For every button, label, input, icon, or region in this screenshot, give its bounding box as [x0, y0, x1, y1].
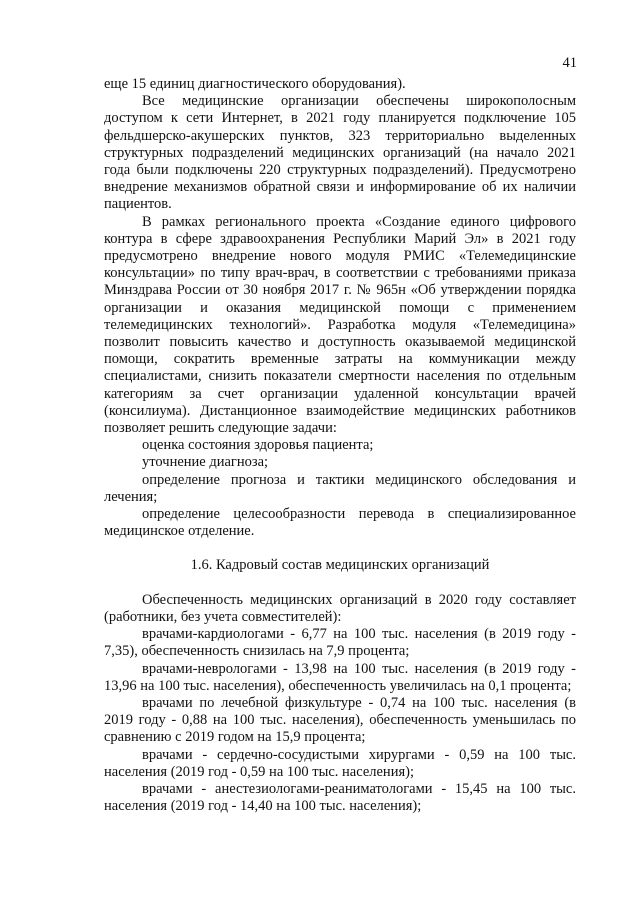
staffing-item: врачами-кардиологами - 6,77 на 100 тыс. населения (в 2019 году - 7,35), обеспеченность снизилась на 7,9 процента;: [104, 626, 576, 660]
task-item: определение прогноза и тактики медицинского обследования и лечения;: [104, 471, 576, 505]
paragraph-continuation: еще 15 единиц диагностического оборудования).: [104, 76, 406, 92]
paragraph-telemedicine-project: В рамках регионального проекта «Создание единого цифрового контура в сфере здравоохранения Республики Марий Эл» в 2021 году предусмотрено внедрение нового модуля РМИС «Телемедицинские консультации» по типу врач-врач, в соответствии с требованиями приказа Минздрава России от 30 ноября 2017 г. № 965н «Об утверждении порядка организации и оказания медицинской помощи с применением телемедицинских технологий». Разработка модуля «Телемедицина» позволит повысить качество и доступность оказываемой медицинской помощи, сократить временные затраты на коммуникации между специалистами, снизить показатели смертности населения по отдельным категориям за счет организации удаленной консультации врачей (консилиума). Дистанционное взаимодействие медицинских работников позволяет решить следующие задачи:: [104, 213, 576, 437]
staffing-item: врачами - анестезиологами-реаниматологами - 15,45 на 100 тыс. населения (2019 год - 14,40 на 100 тыс. населения);: [104, 780, 576, 815]
page-content: [104, 76, 576, 815]
paragraph-internet-access: Все медицинские организации обеспечены широкополосным доступом к сети Интернет, в 2021 году планируется подключение 105 фельдшерско-акушерских пунктов, 323 территориально выделенных структурных подразделений медицинских организаций (на начало 2021 года были подключены 220 структурных подразделений). Предусмотрено внедрение механизмов обратной связи и информирование об их наличии пациентов.: [104, 93, 576, 213]
paragraph-staffing-intro: Обеспеченность медицинских организаций в 2020 году составляет (работники, без учета совместителей):: [104, 591, 576, 625]
staffing-item: врачами-неврологами - 13,98 на 100 тыс. населения (в 2019 году - 13,96 на 100 тыс. населения), обеспеченность увеличилась на 0,1 процента;: [104, 660, 576, 694]
task-item: оценка состояния здоровья пациента;: [142, 437, 374, 454]
spacer: [104, 540, 576, 557]
staffing-item: врачами по лечебной физкультуре - 0,74 на 100 тыс. населения (в 2019 году - 0,88 на 100 тыс. населения), обеспеченность уменьшилась по сравнению с 2019 годом на 15,9 процента;: [104, 694, 576, 746]
page-number: 41: [562, 55, 577, 71]
staffing-item: врачами - сердечно-сосудистыми хирургами - 0,59 на 100 тыс. населения (2019 год - 0,59 на 100 тыс. населения);: [104, 746, 576, 780]
spacer: [104, 575, 576, 592]
task-item: уточнение диагноза;: [142, 454, 269, 471]
task-item: определение целесообразности перевода в специализированное медицинское отделение.: [104, 506, 576, 540]
section-heading: 1.6. Кадровый состав медицинских организаций: [190, 557, 490, 574]
